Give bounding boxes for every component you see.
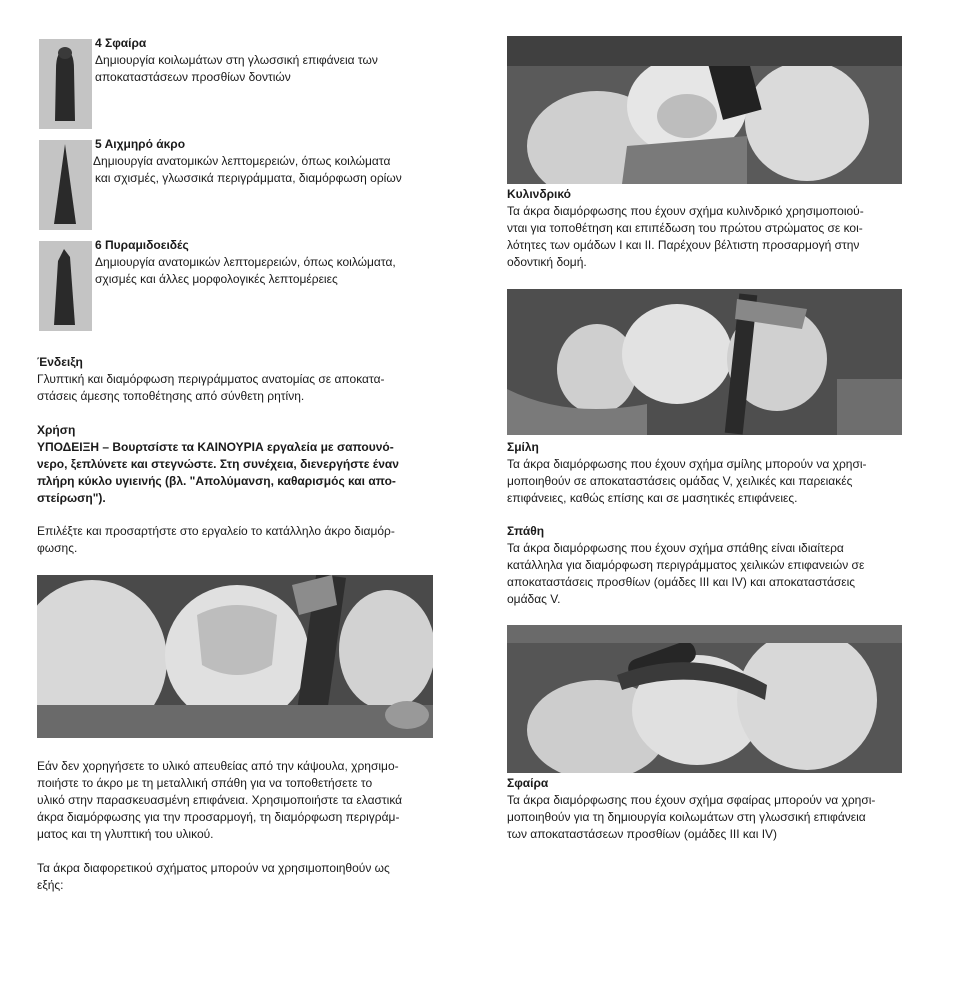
usage-note-line: πλήρη κύκλο υγιεινής (βλ. "Απολύμανση, καθαρισμός και απο-	[37, 474, 396, 488]
tool-desc-line: και σχισμές, γλωσσικά περιγράμματα, διαμόρφωση ορίων	[95, 171, 402, 185]
section-line: Τα άκρα διαμόρφωσης που έχουν σχήμα σμίλης μπορούν να χρησι-	[507, 457, 867, 471]
dental-photo-chisel	[507, 289, 902, 435]
tool-desc-line: αποκαταστάσεων προσθίων δοντιών	[95, 70, 291, 84]
sphere-tip-tool-icon	[39, 39, 92, 129]
section-line: μοποιηθούν για τη δημιουργία κοιλωμάτων στη γλωσσική επιφάνεια	[507, 810, 866, 824]
tool-desc-line: Δημιουργία κοιλωμάτων στη γλωσσική επιφάνεια των	[95, 53, 378, 67]
usage-note-line: ΥΠΟΔΕΙΞΗ – Βουρτσίστε τα ΚΑΙΝΟΥΡΙΑ εργαλεία με σαπουνό-	[37, 440, 394, 454]
section-line: νται για τοποθέτηση και επιπέδωση του πρώτου στρώματος σε κοι-	[507, 221, 863, 235]
indication-heading: Ένδειξη	[37, 355, 83, 369]
after-photo-line: άκρα διαμόρφωσης για την προσαρμογή, τη διαμόρφωση περιγράμ-	[37, 810, 400, 824]
dental-photo-spatula	[37, 575, 433, 738]
section-line: Τα άκρα διαμόρφωσης που έχουν σχήμα σπάθης είναι ιδιαίτερα	[507, 541, 844, 555]
section-line: των αποκαταστάσεων προσθίων (ομάδες III και IV)	[507, 827, 778, 841]
section-heading: Σμίλη	[507, 440, 539, 454]
after-photo-line: ματος και τη γλυπτική του υλικού.	[37, 827, 214, 841]
usage-select-line: φωσης.	[37, 541, 78, 555]
usage-heading: Χρήση	[37, 423, 76, 437]
section-line: λότητες των ομάδων I και II. Παρέχουν βέλτιστη προσαρμογή στην	[507, 238, 860, 252]
section-heading: Σφαίρα	[507, 776, 549, 790]
closing-line: Τα άκρα διαφορετικού σχήματος μπορούν να χρησιμοποιηθούν ως	[37, 861, 390, 875]
section-line: μοποιηθούν σε αποκαταστάσεις ομάδας V, χειλικές και παρειακές	[507, 474, 853, 488]
section-heading: Σπάθη	[507, 524, 545, 538]
section-heading: Κυλινδρικό	[507, 187, 571, 201]
section-line: ομάδας V.	[507, 592, 561, 606]
dental-photo-cylindrical	[507, 36, 902, 184]
tool-title: 4 Σφαίρα	[95, 36, 147, 50]
after-photo-line: Εάν δεν χορηγήσετε το υλικό απευθείας από την κάψουλα, χρησιμο-	[37, 759, 399, 773]
section-line: οδοντική δομή.	[507, 255, 587, 269]
after-photo-line: υλικό στην παρασκευασμένη επιφάνεια. Χρησιμοποιήστε τα ελαστικά	[37, 793, 403, 807]
section-line: Τα άκρα διαμόρφωσης που έχουν σχήμα σφαίρας μπορούν να χρησι-	[507, 793, 876, 807]
indication-line: Γλυπτική και διαμόρφωση περιγράμματος ανατομίας σε αποκατα-	[37, 372, 385, 386]
pointed-tip-tool-icon	[39, 140, 92, 230]
usage-note-line: στείρωση").	[37, 491, 106, 505]
section-line: Τα άκρα διαμόρφωσης που έχουν σχήμα κυλινδρικό χρησιμοποιού-	[507, 204, 864, 218]
pyramid-tip-tool-icon	[39, 241, 92, 331]
section-line: αποκαταστάσεις προσθίων (ομάδες III και IV) και αποκαταστάσεις	[507, 575, 856, 589]
after-photo-line: ποιήστε το άκρο με τη μεταλλική σπάθη για να τοποθετήσετε το	[37, 776, 373, 790]
tool-desc-line: Δημιουργία ανατομικών λεπτομερειών, όπως κοιλώματα	[93, 154, 391, 168]
tool-desc-line: σχισμές και άλλες μορφολογικές λεπτομέρειες	[95, 272, 338, 286]
tool-desc-line: Δημιουργία ανατομικών λεπτομερειών, όπως κοιλώματα,	[95, 255, 396, 269]
closing-line: εξής:	[37, 878, 64, 892]
usage-note-line: νερο, ξεπλύνετε και στεγνώστε. Στη συνέχεια, διενεργήστε έναν	[37, 457, 399, 471]
dental-photo-sphere	[507, 625, 902, 773]
tool-title: 6 Πυραμιδοειδές	[95, 238, 189, 252]
usage-select-line: Επιλέξτε και προσαρτήστε στο εργαλείο το κατάλληλο άκρο διαμόρ-	[37, 524, 395, 538]
section-line: επιφάνειες, καθώς επίσης και σε μασητικές επιφάνειες.	[507, 491, 798, 505]
tool-title: 5 Αιχμηρό άκρο	[95, 137, 186, 151]
indication-line: στάσεις άμεσης τοποθέτησης από σύνθετη ρητίνη.	[37, 389, 305, 403]
section-line: κατάλληλα για διαμόρφωση περιγράμματος χειλικών επιφανειών σε	[507, 558, 865, 572]
